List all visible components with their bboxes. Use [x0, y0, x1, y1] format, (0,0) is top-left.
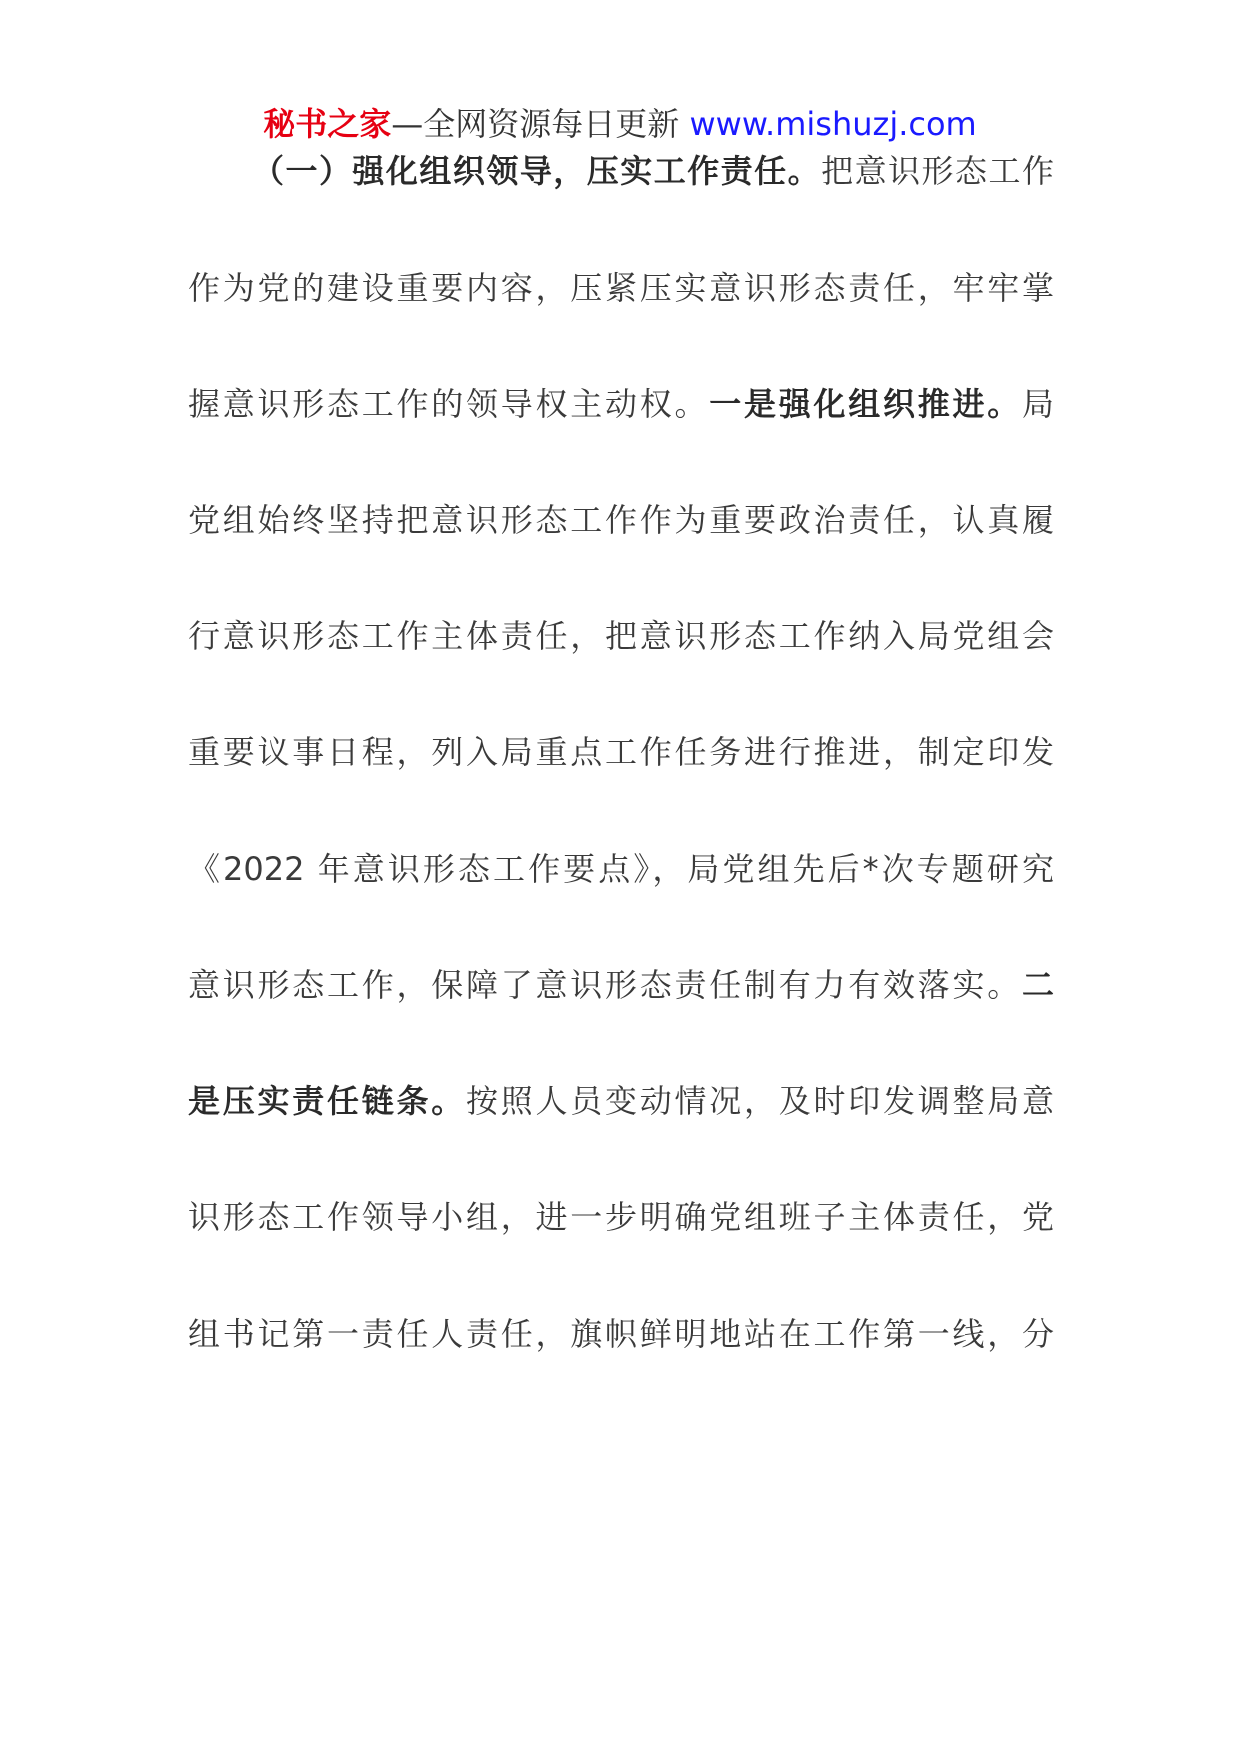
- body-line: [188, 611, 1054, 661]
- body-line: [188, 727, 1054, 777]
- line-text: 作为党的建设重要内容，压紧压实意识形态责任，牢牢掌: [188, 269, 1054, 307]
- site-header: [0, 102, 1240, 146]
- line-text: 局: [1021, 385, 1054, 423]
- body-line: [188, 263, 1054, 313]
- line-text: 意识形态工作，保障了意识形态责任制有力有效落实。: [188, 966, 1022, 1004]
- line-text: 行意识形态工作主体责任，把意识形态工作纳入局党组会: [188, 617, 1054, 655]
- body-line: [188, 379, 1054, 429]
- site-url-link[interactable]: www.mishuzj.com: [689, 105, 977, 143]
- point-heading: 一是强化组织推进。: [709, 385, 1022, 423]
- line-text: 识形态工作领导小组，进一步明确党组班子主体责任，党: [188, 1198, 1054, 1236]
- body-line: [188, 960, 1054, 1010]
- line-text: 党组始终坚持把意识形态工作作为重要政治责任，认真履: [188, 501, 1054, 539]
- line-text: 组书记第一责任人责任，旗帜鲜明地站在工作第一线，分: [188, 1315, 1054, 1353]
- body-line: [188, 844, 1054, 894]
- body-line: [188, 1076, 1054, 1126]
- line-text: 握意识形态工作的领导权主动权。: [188, 385, 710, 423]
- point-heading: 是压实责任链条。: [188, 1082, 466, 1120]
- body-line: [188, 1309, 1054, 1359]
- section-heading: （一）强化组织领导，压实工作责任。: [252, 152, 822, 190]
- site-slogan: —全网资源每日更新: [391, 105, 690, 143]
- body-line: [188, 495, 1054, 545]
- line-text: 把意识形态工作: [821, 152, 1054, 190]
- line-text: 《2022 年意识形态工作要点》，局党组先后*次专题研究: [188, 850, 1054, 888]
- site-brand: 秘书之家: [263, 105, 392, 143]
- line-text: 按照人员变动情况，及时印发调整局意: [466, 1082, 1054, 1120]
- line-text: 重要议事日程，列入局重点工作任务进行推进，制定印发: [188, 733, 1054, 771]
- point-heading: 二: [1021, 966, 1054, 1004]
- body-line: [188, 146, 1054, 196]
- body-line: [188, 1192, 1054, 1242]
